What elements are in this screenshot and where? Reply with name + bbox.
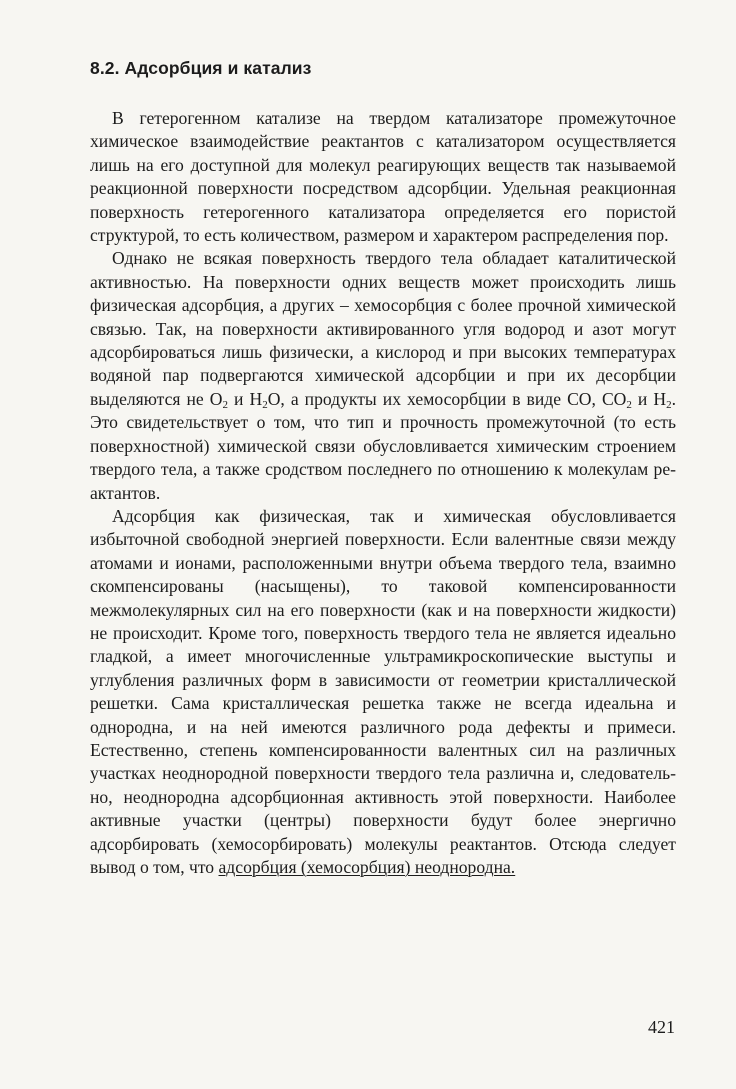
subscript-o2: 2 — [222, 398, 228, 411]
page-number: 421 — [648, 1017, 675, 1037]
subscript-h2o: 2 — [262, 398, 268, 411]
paragraph-2-text: Однако не всякая поверхность твердого тела обладает каталитической активностью. На поверхности одних веществ может происходить лишь физическая адсорбция, а других – хемосорбция с более прочной химической связью. Так, на поверхности активированного угля водород и азот могут адсорбироваться лишь физически, а кислород и при высоких температурах водяной пар подвергаются химической адсорбции и при их десорбции выделяются не O — [90, 248, 676, 409]
subscript-h2: 2 — [666, 398, 672, 411]
paragraph-2 — [90, 247, 676, 504]
paragraph-3 — [90, 505, 676, 880]
paragraph-2-text: . Это свидетельствует о том, что тип и прочность промежуточной (то есть поверхностной) химической связи обусловливается химическим строением твердого тела, а также сродством последнего по отношению к молекулам реактантов. — [90, 388, 676, 503]
paragraph-1: В гетерогенном катализе на твердом катализаторе промежуточное химическое взаимодействие реактантов с катализатором осуществляется лишь на его доступной для молекул реагирующих веществ так называемой реакционной поверхности посредством адсорбции. Удельная реакционная поверхность гетерогенного катализатора определяется его пористой структурой, то есть количеством, размером и характером распределения пор. — [90, 108, 676, 246]
paragraph-2-text: и H — [631, 388, 667, 409]
page-content — [90, 58, 676, 879]
section-heading: 8.2. Адсорбция и катализ — [90, 58, 312, 78]
subscript-co2: 2 — [626, 398, 632, 411]
paragraph-2-text: O, а продукты их хемосорбции в виде CO, CO — [267, 388, 627, 409]
conclusion-underlined: адсорбция (хемосорбция) неоднородна. — [218, 857, 516, 877]
paragraph-3-text: Адсорбция как физическая, так и химическая обусловливается избыточной свободной энергией поверхности. Если валентные связи между атомами и ионами, расположенными внутри объема твердого тела, взаимно скомпенсированы (насыщены), то таковой компенсированности межмолекулярных сил на его поверхности (как и на поверхности жидкости) не происходит. Кроме того, поверхность твердого тела не является идеально гладкой, а имеет многочисленные ультрамикроскопические выступы и углубления различных форм в зависимости от геометрии кристаллической решетки. Сама кристаллическая решетка также не всегда идеальна и однородна, и на ней имеются различного рода дефекты и примеси. Естественно, степень компенсированности валентных сил на различных участках неоднородной поверхности твердого тела различна и, следовательно, неоднородна адсорбционная активность этой поверхности. Наиболее активные участки (центры) поверхности будут более энергично адсорбировать (хемосорбировать) молекулы реактантов. Отсюда следует вывод о том, что — [90, 505, 676, 877]
paragraph-2-text: и H — [227, 388, 263, 409]
